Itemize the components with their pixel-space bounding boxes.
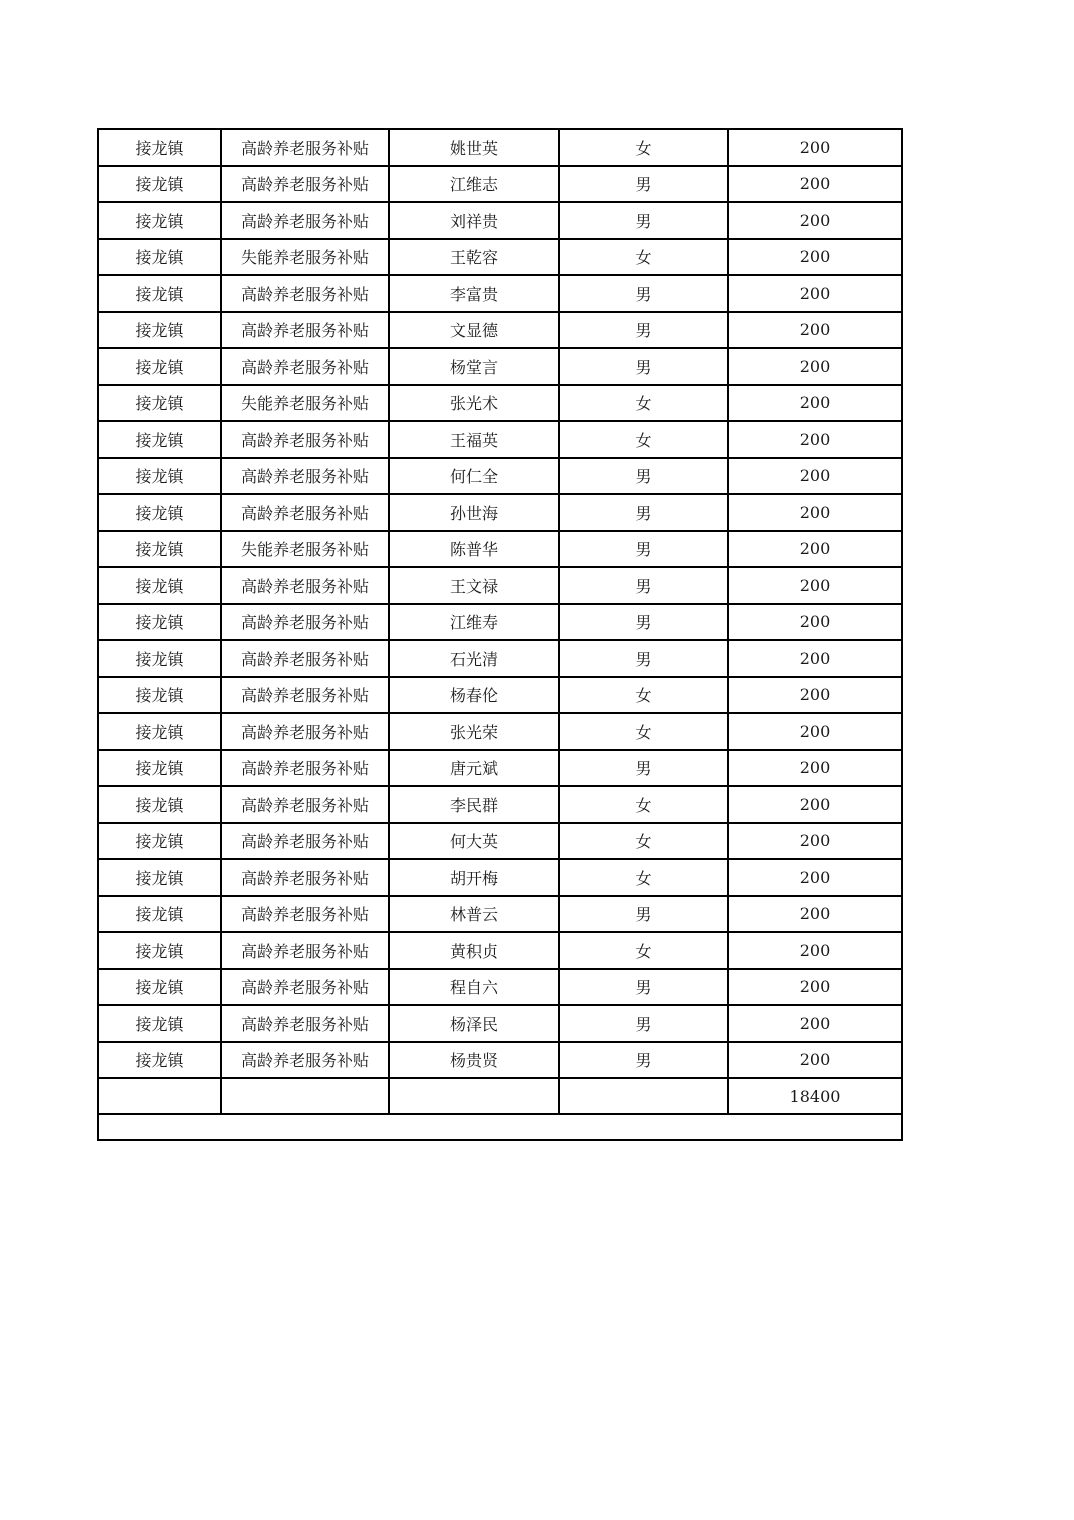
gender-cell: 女 <box>559 786 728 823</box>
amount-cell: 200 <box>728 202 902 239</box>
gender-cell: 男 <box>559 166 728 203</box>
gender-cell: 男 <box>559 531 728 568</box>
table-row <box>98 567 902 604</box>
subsidy-type-cell: 高龄养老服务补贴 <box>221 275 389 312</box>
subsidy-type-cell: 高龄养老服务补贴 <box>221 1005 389 1042</box>
name-cell: 陈普华 <box>389 531 559 568</box>
table-row <box>98 896 902 933</box>
subsidy-type-cell: 高龄养老服务补贴 <box>221 312 389 349</box>
table-row <box>98 1005 902 1042</box>
amount-cell: 200 <box>728 750 902 787</box>
amount-cell: 200 <box>728 385 902 422</box>
gender-cell: 男 <box>559 458 728 495</box>
town-cell: 接龙镇 <box>98 859 221 896</box>
town-cell: 接龙镇 <box>98 166 221 203</box>
name-cell: 黄积贞 <box>389 932 559 969</box>
table-row <box>98 348 902 385</box>
amount-cell: 200 <box>728 1042 902 1079</box>
table-row <box>98 604 902 641</box>
gender-cell: 男 <box>559 604 728 641</box>
subsidy-type-cell: 高龄养老服务补贴 <box>221 823 389 860</box>
table-row <box>98 458 902 495</box>
table-row <box>98 239 902 276</box>
town-cell: 接龙镇 <box>98 713 221 750</box>
gender-cell: 女 <box>559 421 728 458</box>
name-cell: 唐元斌 <box>389 750 559 787</box>
subsidy-type-cell: 高龄养老服务补贴 <box>221 677 389 714</box>
amount-cell: 200 <box>728 640 902 677</box>
gender-cell: 女 <box>559 677 728 714</box>
town-cell: 接龙镇 <box>98 494 221 531</box>
name-cell: 杨堂言 <box>389 348 559 385</box>
name-cell: 张光荣 <box>389 713 559 750</box>
gender-cell: 男 <box>559 1042 728 1079</box>
gender-cell: 女 <box>559 713 728 750</box>
name-cell: 江维寿 <box>389 604 559 641</box>
gender-cell: 女 <box>559 932 728 969</box>
town-cell: 接龙镇 <box>98 531 221 568</box>
town-cell: 接龙镇 <box>98 385 221 422</box>
table-row <box>98 531 902 568</box>
amount-cell: 200 <box>728 786 902 823</box>
town-cell: 接龙镇 <box>98 896 221 933</box>
subsidy-type-cell: 高龄养老服务补贴 <box>221 348 389 385</box>
gender-cell: 男 <box>559 640 728 677</box>
gender-cell: 女 <box>559 239 728 276</box>
gender-cell: 男 <box>559 494 728 531</box>
table-row <box>98 385 902 422</box>
name-cell: 王乾容 <box>389 239 559 276</box>
name-cell: 林普云 <box>389 896 559 933</box>
subsidy-type-cell: 高龄养老服务补贴 <box>221 1042 389 1079</box>
name-cell: 文显德 <box>389 312 559 349</box>
amount-cell: 200 <box>728 494 902 531</box>
town-cell: 接龙镇 <box>98 1042 221 1079</box>
town-cell: 接龙镇 <box>98 275 221 312</box>
town-cell: 接龙镇 <box>98 458 221 495</box>
subsidy-type-cell: 高龄养老服务补贴 <box>221 494 389 531</box>
total-amount-cell: 18400 <box>728 1078 902 1114</box>
empty-cell <box>559 1078 728 1114</box>
table-row <box>98 312 902 349</box>
amount-cell: 200 <box>728 823 902 860</box>
empty-cell <box>221 1078 389 1114</box>
town-cell: 接龙镇 <box>98 202 221 239</box>
subsidy-type-cell: 高龄养老服务补贴 <box>221 859 389 896</box>
amount-cell: 200 <box>728 932 902 969</box>
subsidy-type-cell: 高龄养老服务补贴 <box>221 786 389 823</box>
town-cell: 接龙镇 <box>98 932 221 969</box>
name-cell: 胡开梅 <box>389 859 559 896</box>
town-cell: 接龙镇 <box>98 312 221 349</box>
subsidy-type-cell: 高龄养老服务补贴 <box>221 458 389 495</box>
subsidy-type-cell: 高龄养老服务补贴 <box>221 129 389 166</box>
subsidy-type-cell: 高龄养老服务补贴 <box>221 750 389 787</box>
amount-cell: 200 <box>728 348 902 385</box>
subsidy-type-cell: 高龄养老服务补贴 <box>221 640 389 677</box>
name-cell: 江维志 <box>389 166 559 203</box>
empty-cell <box>389 1078 559 1114</box>
subsidy-type-cell: 高龄养老服务补贴 <box>221 202 389 239</box>
footer-row <box>98 1114 902 1140</box>
gender-cell: 男 <box>559 312 728 349</box>
table-row <box>98 969 902 1006</box>
amount-cell: 200 <box>728 312 902 349</box>
table-row <box>98 786 902 823</box>
table-row <box>98 421 902 458</box>
subsidy-type-cell: 高龄养老服务补贴 <box>221 567 389 604</box>
table-row <box>98 823 902 860</box>
gender-cell: 女 <box>559 385 728 422</box>
town-cell: 接龙镇 <box>98 1005 221 1042</box>
table-row <box>98 640 902 677</box>
town-cell: 接龙镇 <box>98 677 221 714</box>
amount-cell: 200 <box>728 421 902 458</box>
gender-cell: 男 <box>559 750 728 787</box>
gender-cell: 男 <box>559 202 728 239</box>
name-cell: 杨春伦 <box>389 677 559 714</box>
total-row <box>98 1078 902 1114</box>
subsidy-type-cell: 高龄养老服务补贴 <box>221 969 389 1006</box>
subsidy-table <box>97 128 903 1141</box>
name-cell: 李富贵 <box>389 275 559 312</box>
subsidy-type-cell: 失能养老服务补贴 <box>221 531 389 568</box>
town-cell: 接龙镇 <box>98 640 221 677</box>
subsidy-type-cell: 高龄养老服务补贴 <box>221 713 389 750</box>
town-cell: 接龙镇 <box>98 239 221 276</box>
gender-cell: 女 <box>559 823 728 860</box>
gender-cell: 男 <box>559 348 728 385</box>
table-body <box>98 129 902 1140</box>
table-row <box>98 494 902 531</box>
town-cell: 接龙镇 <box>98 421 221 458</box>
amount-cell: 200 <box>728 604 902 641</box>
table-row <box>98 932 902 969</box>
amount-cell: 200 <box>728 713 902 750</box>
town-cell: 接龙镇 <box>98 786 221 823</box>
gender-cell: 男 <box>559 1005 728 1042</box>
gender-cell: 男 <box>559 567 728 604</box>
name-cell: 何仁全 <box>389 458 559 495</box>
amount-cell: 200 <box>728 969 902 1006</box>
gender-cell: 男 <box>559 969 728 1006</box>
subsidy-type-cell: 高龄养老服务补贴 <box>221 421 389 458</box>
name-cell: 杨泽民 <box>389 1005 559 1042</box>
town-cell: 接龙镇 <box>98 567 221 604</box>
subsidy-type-cell: 高龄养老服务补贴 <box>221 604 389 641</box>
table-row <box>98 677 902 714</box>
table-row <box>98 1042 902 1079</box>
table-row <box>98 859 902 896</box>
amount-cell: 200 <box>728 859 902 896</box>
amount-cell: 200 <box>728 677 902 714</box>
table-row <box>98 129 902 166</box>
town-cell: 接龙镇 <box>98 604 221 641</box>
amount-cell: 200 <box>728 129 902 166</box>
empty-cell <box>98 1078 221 1114</box>
gender-cell: 男 <box>559 896 728 933</box>
name-cell: 李民群 <box>389 786 559 823</box>
town-cell: 接龙镇 <box>98 750 221 787</box>
name-cell: 杨贵贤 <box>389 1042 559 1079</box>
table-row <box>98 750 902 787</box>
town-cell: 接龙镇 <box>98 823 221 860</box>
amount-cell: 200 <box>728 531 902 568</box>
subsidy-type-cell: 高龄养老服务补贴 <box>221 896 389 933</box>
name-cell: 程自六 <box>389 969 559 1006</box>
gender-cell: 女 <box>559 859 728 896</box>
name-cell: 何大英 <box>389 823 559 860</box>
amount-cell: 200 <box>728 1005 902 1042</box>
name-cell: 刘祥贵 <box>389 202 559 239</box>
amount-cell: 200 <box>728 567 902 604</box>
name-cell: 王文禄 <box>389 567 559 604</box>
town-cell: 接龙镇 <box>98 969 221 1006</box>
name-cell: 张光术 <box>389 385 559 422</box>
name-cell: 孙世海 <box>389 494 559 531</box>
amount-cell: 200 <box>728 458 902 495</box>
table-row <box>98 713 902 750</box>
town-cell: 接龙镇 <box>98 348 221 385</box>
subsidy-type-cell: 高龄养老服务补贴 <box>221 932 389 969</box>
table-row <box>98 166 902 203</box>
amount-cell: 200 <box>728 239 902 276</box>
gender-cell: 女 <box>559 129 728 166</box>
footer-merged-cell <box>98 1114 902 1140</box>
subsidy-type-cell: 失能养老服务补贴 <box>221 385 389 422</box>
name-cell: 王福英 <box>389 421 559 458</box>
amount-cell: 200 <box>728 166 902 203</box>
table-row <box>98 202 902 239</box>
gender-cell: 男 <box>559 275 728 312</box>
town-cell: 接龙镇 <box>98 129 221 166</box>
name-cell: 石光清 <box>389 640 559 677</box>
subsidy-type-cell: 高龄养老服务补贴 <box>221 166 389 203</box>
amount-cell: 200 <box>728 896 902 933</box>
table-row <box>98 275 902 312</box>
subsidy-type-cell: 失能养老服务补贴 <box>221 239 389 276</box>
name-cell: 姚世英 <box>389 129 559 166</box>
amount-cell: 200 <box>728 275 902 312</box>
